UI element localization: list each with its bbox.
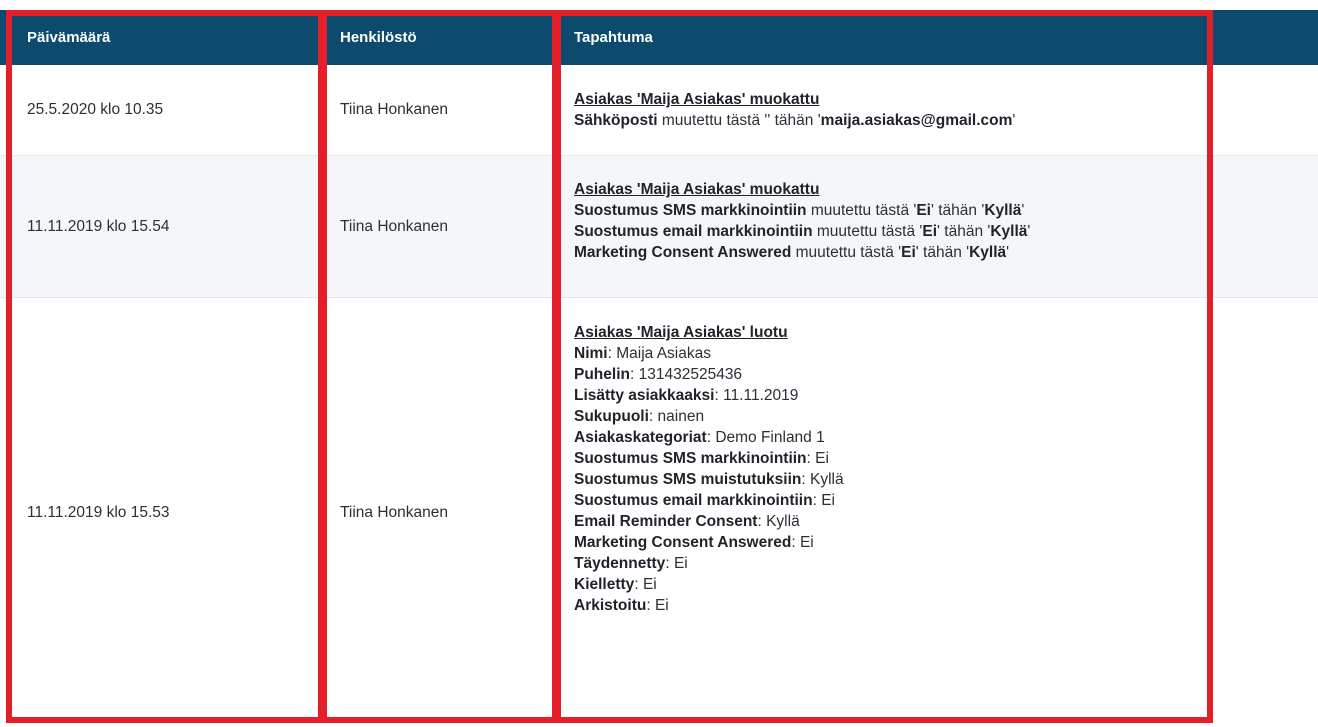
- event-field-line: Lisätty asiakkaaksi: 11.11.2019: [574, 387, 799, 404]
- cell-staff: Tiina Honkanen: [340, 101, 448, 118]
- cell-event: [574, 322, 844, 616]
- event-change-line: Marketing Consent Answered muutettu tästä 'Ei' tähän 'Kyllä': [574, 244, 1010, 261]
- cell-event: [574, 89, 1015, 131]
- event-field-line: Suostumus SMS muistutuksiin: Kyllä: [574, 471, 844, 488]
- column-header-event[interactable]: Tapahtuma: [574, 29, 653, 46]
- event-field-line: Suostumus email markkinointiin: Ei: [574, 492, 835, 509]
- event-field-line: Puhelin: 131432525436: [574, 366, 743, 383]
- event-field-line: Nimi: Maija Asiakas: [574, 345, 711, 362]
- event-field-line: Suostumus SMS markkinointiin: Ei: [574, 450, 829, 467]
- event-title: Asiakas 'Maija Asiakas' muokattu: [574, 91, 820, 108]
- column-header-date[interactable]: Päivämäärä: [27, 29, 111, 46]
- event-field-line: Asiakaskategoriat: Demo Finland 1: [574, 429, 825, 446]
- table-header: [0, 10, 1318, 65]
- event-title: Asiakas 'Maija Asiakas' muokattu: [574, 181, 820, 198]
- cell-staff: Tiina Honkanen: [340, 217, 448, 235]
- cell-date: 11.11.2019 klo 15.53: [27, 503, 170, 521]
- table-row: [0, 298, 1318, 727]
- cell-event: [574, 179, 1030, 263]
- event-change-line: Sähköposti muutettu tästä '' tähän 'maija.asiakas@gmail.com': [574, 112, 1016, 129]
- event-field-line: Email Reminder Consent: Kyllä: [574, 513, 800, 530]
- event-change-line: Suostumus email markkinointiin muutettu tästä 'Ei' tähän 'Kyllä': [574, 223, 1031, 240]
- event-field-line: Sukupuoli: nainen: [574, 408, 705, 425]
- event-field-line: Arkistoitu: Ei: [574, 597, 669, 614]
- event-change-line: Suostumus SMS markkinointiin muutettu tästä 'Ei' tähän 'Kyllä': [574, 202, 1025, 219]
- cell-staff: Tiina Honkanen: [340, 503, 448, 521]
- table-row: [0, 156, 1318, 298]
- event-field-line: Marketing Consent Answered: Ei: [574, 534, 814, 551]
- table-row: [0, 65, 1318, 156]
- column-header-staff[interactable]: Henkilöstö: [340, 29, 417, 46]
- cell-date: 25.5.2020 klo 10.35: [27, 101, 164, 118]
- event-title: Asiakas 'Maija Asiakas' luotu: [574, 324, 788, 341]
- cell-date: 11.11.2019 klo 15.54: [27, 217, 170, 235]
- event-field-line: Kielletty: Ei: [574, 576, 657, 593]
- event-field-line: Täydennetty: Ei: [574, 555, 688, 572]
- field-name: Sähköposti: [574, 112, 658, 129]
